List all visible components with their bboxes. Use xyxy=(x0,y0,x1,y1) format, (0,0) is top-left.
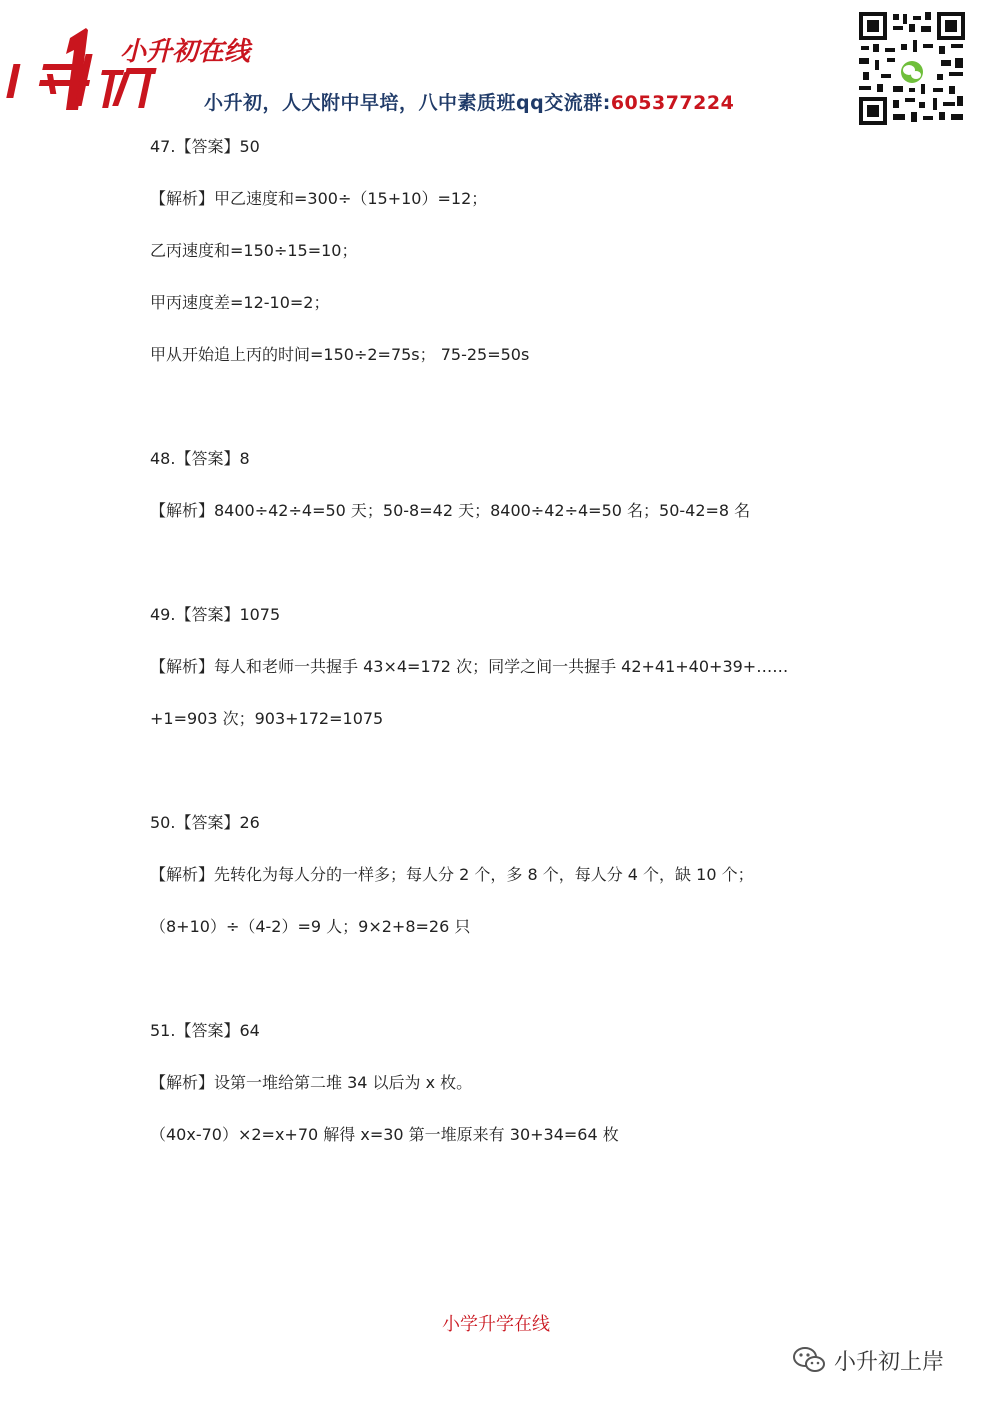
answer-49-line-2: +1=903 次；903+172=1075 xyxy=(150,709,384,728)
answer-47-line-2: 乙丙速度和=150÷15=10； xyxy=(150,241,358,260)
answer-51-heading: 51.【答案】64 xyxy=(150,1021,260,1040)
answer-47-line-3: 甲丙速度差=12-10=2； xyxy=(150,293,330,312)
answer-47-line-1: 【解析】甲乙速度和=300÷（15+10）=12； xyxy=(150,189,488,208)
answer-51-line-1: 【解析】设第一堆给第二堆 34 以后为 x 枚。 xyxy=(150,1073,473,1092)
answer-51-line-2: （40x-70）×2=x+70 解得 x=30 第一堆原来有 30+34=64 枚 xyxy=(150,1125,619,1144)
footer-site-name: 小学升学在线 xyxy=(442,1314,550,1335)
wechat-icon xyxy=(792,1345,826,1375)
answer-48-heading: 48.【答案】8 xyxy=(150,449,250,468)
answer-49-heading: 49.【答案】1075 xyxy=(150,605,281,624)
group-number: 605377224 xyxy=(610,92,735,114)
wechat-account-name: 小升初上岸 xyxy=(834,1349,945,1375)
answer-50-line-1: 【解析】先转化为每人分的一样多；每人分 2 个，多 8 个，每人分 4 个，缺 10 个； xyxy=(150,865,754,884)
answer-47-heading: 47.【答案】50 xyxy=(150,137,260,156)
group-text: 小升初，人大附中早培，八中素质班qq交流群: xyxy=(204,92,611,114)
answer-48-line-1: 【解析】8400÷42÷4=50 天；50-8=42 天；8400÷42÷4=50 名；50-42=8 名 xyxy=(150,501,751,520)
answer-50-line-2: （8+10）÷（4-2）=9 人；9×2+8=26 只 xyxy=(150,917,471,936)
header-banner xyxy=(204,88,734,115)
answer-50-heading: 50.【答案】26 xyxy=(150,813,260,832)
qr-code-icon xyxy=(857,10,967,127)
answer-47-line-4: 甲从开始追上丙的时间=150÷2=75s； 75-25=50s xyxy=(150,345,530,364)
brand-logo xyxy=(8,24,251,114)
wechat-watermark xyxy=(792,1342,972,1378)
answer-49-line-1: 【解析】每人和老师一共握手 43×4=172 次；同学之间一共握手 42+41+40+39+…… xyxy=(150,657,789,676)
logo-text: 小升初在线 xyxy=(120,37,251,67)
